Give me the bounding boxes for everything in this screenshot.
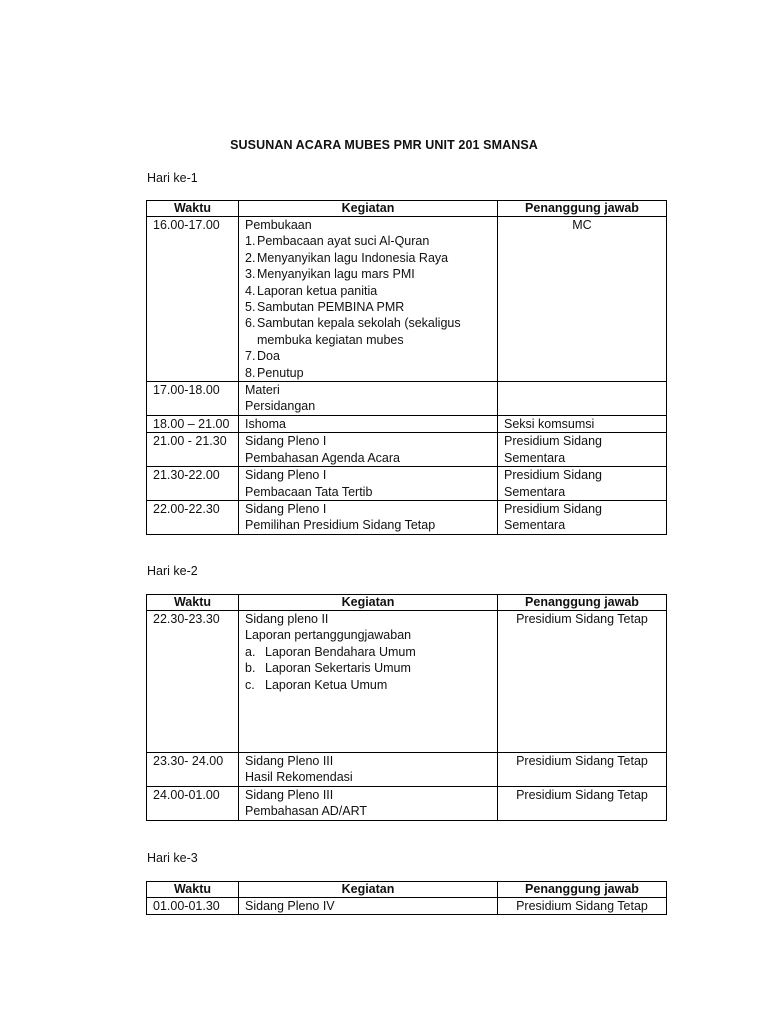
pic-cell: Presidium Sidang Sementara: [498, 500, 667, 534]
header-pic: Penanggung jawab: [498, 595, 667, 611]
header-pic: Penanggung jawab: [498, 882, 667, 898]
day-label-3: Hari ke-3: [147, 851, 198, 865]
pic-cell: Presidium Sidang Tetap: [498, 898, 667, 915]
table-row: [147, 611, 667, 753]
activity-cell: Ishoma: [239, 415, 498, 432]
day-label-1: Hari ke-1: [147, 171, 198, 185]
schedule-table-day-2: [146, 594, 667, 821]
time-cell: 17.00-18.00: [147, 382, 239, 416]
table-row: [147, 898, 667, 915]
list-item: b. Laporan Sekertaris Umum: [245, 661, 411, 676]
day-label-2: Hari ke-2: [147, 564, 198, 578]
pic-cell: Presidium Sidang Tetap: [498, 786, 667, 820]
header-time: Waktu: [147, 882, 239, 898]
table-row: [147, 753, 667, 787]
pic-cell: Presidium Sidang Tetap: [498, 611, 667, 753]
time-cell: 21.30-22.00: [147, 467, 239, 501]
page-title: SUSUNAN ACARA MUBES PMR UNIT 201 SMANSA: [230, 138, 538, 152]
table-row: [147, 382, 667, 416]
header-time: Waktu: [147, 595, 239, 611]
activity-cell: Sidang Pleno I Pemilihan Presidium Sidang Tetap: [239, 500, 498, 534]
activity-cell: Materi Persidangan: [239, 382, 498, 416]
list-item: 3. Menyanyikan lagu mars PMI: [245, 267, 415, 282]
table-row: [147, 433, 667, 467]
list-item: c. Laporan Ketua Umum: [245, 677, 388, 692]
table-header-row: [147, 595, 667, 611]
list-item: 1. Pembacaan ayat suci Al-Quran: [245, 234, 430, 249]
activity-cell: Sidang Pleno I Pembahasan Agenda Acara: [239, 433, 498, 467]
activity-cell: Sidang Pleno III Hasil Rekomendasi: [239, 753, 498, 787]
time-cell: 24.00-01.00: [147, 786, 239, 820]
table-row: [147, 500, 667, 534]
table-header-row: [147, 201, 667, 217]
time-cell: 23.30- 24.00: [147, 753, 239, 787]
time-cell: 22.30-23.30: [147, 611, 239, 753]
pic-cell: Presidium Sidang Sementara: [498, 467, 667, 501]
time-cell: 16.00-17.00: [147, 217, 239, 382]
schedule-table-day-3: [146, 881, 667, 915]
time-cell: 21.00 - 21.30: [147, 433, 239, 467]
list-item: 8. Penutup: [245, 365, 304, 380]
list-item: 5. Sambutan PEMBINA PMR: [245, 300, 405, 315]
header-activity: Kegiatan: [239, 595, 498, 611]
schedule-table-day-1: [146, 200, 667, 535]
header-activity: Kegiatan: [239, 882, 498, 898]
list-item: 2. Menyanyikan lagu Indonesia Raya: [245, 250, 449, 265]
pic-cell: Seksi komsumsi: [498, 415, 667, 432]
time-cell: 01.00-01.30: [147, 898, 239, 915]
list-item: a. Laporan Bendahara Umum: [245, 644, 416, 659]
activity-cell: Sidang Pleno IV: [239, 898, 498, 915]
list-item: 6. Sambutan kepala sekolah (sekaligus: [245, 316, 461, 331]
pic-cell: Presidium Sidang Sementara: [498, 433, 667, 467]
pic-cell: [498, 382, 667, 416]
list-item: 4. Laporan ketua panitia: [245, 283, 378, 298]
header-time: Waktu: [147, 201, 239, 217]
pic-cell: Presidium Sidang Tetap: [498, 753, 667, 787]
time-cell: 22.00-22.30: [147, 500, 239, 534]
activity-cell: Sidang Pleno III Pembahasan AD/ART: [239, 786, 498, 820]
list-item-continuation: membuka kegiatan mubes: [257, 332, 404, 347]
list-item: 7. Doa: [245, 349, 280, 364]
table-header-row: [147, 882, 667, 898]
activity-cell: Sidang Pleno I Pembacaan Tata Tertib: [239, 467, 498, 501]
header-activity: Kegiatan: [239, 201, 498, 217]
table-row: [147, 786, 667, 820]
activity-cell: Sidang pleno II Laporan pertanggungjawaban a. Laporan Bendahara Umum b. Laporan Sekertaris Umum c. Laporan Ketua Umum: [239, 611, 498, 753]
pic-cell: MC: [498, 217, 667, 382]
time-cell: 18.00 – 21.00: [147, 415, 239, 432]
table-row: [147, 415, 667, 432]
header-pic: Penanggung jawab: [498, 201, 667, 217]
activity-cell: [239, 217, 498, 382]
table-row: [147, 217, 667, 382]
table-row: [147, 467, 667, 501]
activity-line: Pembukaan: [245, 218, 312, 232]
